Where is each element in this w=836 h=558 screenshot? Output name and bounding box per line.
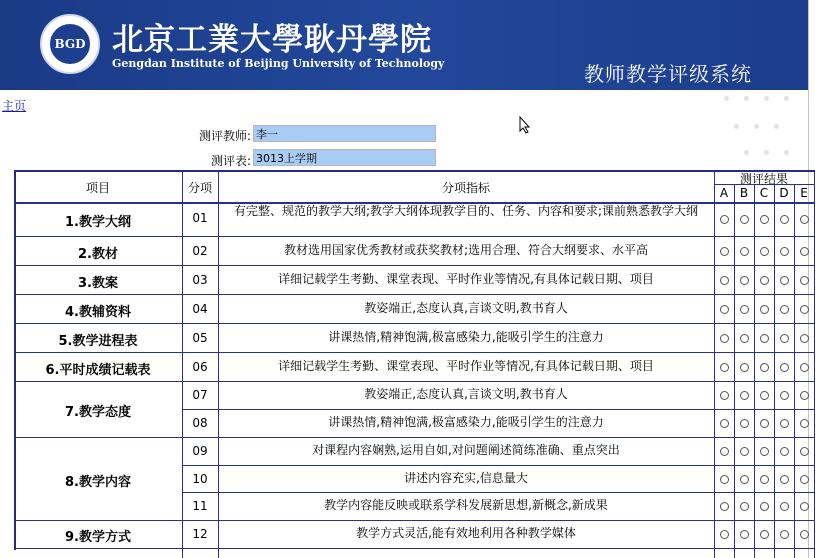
grade-radio-e[interactable] (800, 334, 809, 343)
grade-radio-a[interactable] (720, 447, 729, 456)
evaluation-table (14, 170, 814, 558)
grade-radio-e[interactable] (800, 305, 809, 314)
grade-radio-d[interactable] (780, 475, 789, 484)
grade-radio-e[interactable] (800, 419, 809, 428)
item-code: 12 (192, 527, 208, 541)
grade-radio-b[interactable] (740, 419, 749, 428)
grade-column-divider (814, 170, 815, 558)
item-code: 01 (192, 211, 208, 225)
item-code: 10 (192, 471, 208, 486)
grade-radio-a[interactable] (720, 247, 729, 256)
home-link[interactable]: 主页 (2, 99, 27, 113)
category-label: 2.教材 (78, 246, 118, 262)
grade-radio-c[interactable] (760, 276, 769, 285)
grade-radio-e[interactable] (800, 447, 809, 456)
grade-radio-e[interactable] (800, 391, 809, 400)
column-divider (714, 170, 715, 558)
item-code: 06 (192, 359, 208, 374)
grade-radio-d[interactable] (780, 391, 789, 400)
grade-radio-d[interactable] (780, 247, 789, 256)
item-indicator: 详细记载学生考勤、课堂表现、平时作业等情况,有具体记载日期、项目 (278, 271, 654, 286)
school-logo (40, 14, 100, 74)
evaluation-table-input[interactable] (253, 149, 436, 166)
grade-radio-a[interactable] (720, 276, 729, 285)
item-indicator: 对课程内容娴熟,运用自如,对问题阐述简练准确、重点突出 (312, 443, 620, 457)
grade-radio-d[interactable] (780, 276, 789, 285)
grade-radio-d[interactable] (780, 305, 789, 314)
logo-text: BGD (54, 37, 86, 51)
grade-radio-e[interactable] (800, 215, 809, 224)
grade-radio-b[interactable] (740, 475, 749, 484)
grade-radio-a[interactable] (720, 502, 729, 511)
item-indicator: 教姿端正,态度认真,言谈文明,教书育人 (364, 300, 568, 315)
item-code: 07 (192, 388, 208, 402)
grade-radio-e[interactable] (800, 363, 809, 372)
grade-radio-d[interactable] (780, 419, 789, 428)
item-code: 08 (192, 416, 208, 430)
header-item: 项目 (85, 181, 110, 195)
grade-radio-b[interactable] (740, 276, 749, 285)
grade-radio-c[interactable] (760, 419, 769, 428)
item-code: 09 (192, 444, 208, 458)
grade-radio-d[interactable] (780, 363, 789, 372)
grade-radio-a[interactable] (720, 305, 729, 314)
category-label: 7.教学态度 (65, 405, 131, 420)
grade-radio-a[interactable] (720, 530, 729, 539)
header-indicator: 分项指标 (441, 181, 490, 195)
grade-radio-d[interactable] (780, 530, 789, 539)
teacher-label: 测评教师: (198, 129, 251, 143)
grade-radio-e[interactable] (800, 276, 809, 285)
category-label: 1.教学大纲 (65, 215, 131, 230)
item-code: 03 (192, 272, 208, 287)
grade-column-divider (734, 184, 735, 558)
grade-radio-c[interactable] (760, 215, 769, 224)
system-title: 教师教学评级系统 (584, 62, 752, 86)
grade-header-b: B (739, 186, 749, 200)
grade-radio-d[interactable] (780, 215, 789, 224)
column-divider (218, 170, 219, 558)
header-code: 分项 (187, 181, 212, 195)
item-indicator: 教学内容能反映或联系学科发展新思想,新概念,新成果 (324, 498, 608, 512)
item-indicator: 讲述内容充实,信息量大 (404, 470, 528, 485)
grade-radio-b[interactable] (740, 363, 749, 372)
grade-header-c: C (759, 186, 769, 200)
grade-column-divider (774, 184, 775, 558)
item-indicator: 教材选用国家优秀教材或获奖教材;选用合理、符合大纲要求、水平高 (283, 242, 649, 257)
item-indicator: 教学方式灵活,能有效地利用各种教学媒体 (356, 526, 576, 540)
grade-radio-e[interactable] (800, 247, 809, 256)
item-indicator: 详细记载学生考勤、课堂表现、平时作业等情况,有具体记载日期、项目 (278, 358, 654, 373)
category-label: 9.教学方式 (65, 530, 131, 545)
grade-radio-e[interactable] (800, 475, 809, 484)
grade-radio-b[interactable] (740, 447, 749, 456)
item-code: 05 (192, 330, 208, 345)
school-name-chinese: 北京工業大學耿丹學院 (112, 22, 432, 58)
grade-radio-b[interactable] (740, 215, 749, 224)
grade-radio-c[interactable] (760, 305, 769, 314)
header-result: 测评结果 (739, 172, 788, 186)
grade-radio-a[interactable] (720, 363, 729, 372)
school-seal (48, 22, 92, 66)
grade-radio-b[interactable] (740, 334, 749, 343)
category-label: 5.教学进程表 (58, 333, 138, 349)
item-indicator: 有完整、规范的教学大纲;教学大纲体现教学目的、任务、内容和要求;课前熟悉教学大纲 (233, 204, 699, 218)
grade-radio-a[interactable] (720, 334, 729, 343)
grade-radio-b[interactable] (740, 247, 749, 256)
category-label: 3.教案 (78, 275, 118, 291)
grade-header-d: D (779, 186, 789, 200)
category-label: 4.教辅资料 (65, 304, 131, 320)
grade-radio-c[interactable] (760, 475, 769, 484)
header-banner (0, 0, 808, 90)
grade-radio-c[interactable] (760, 502, 769, 511)
item-code: 02 (192, 243, 208, 258)
grade-column-divider (754, 184, 755, 558)
teacher-input[interactable] (253, 125, 436, 142)
grade-radio-b[interactable] (740, 530, 749, 539)
grade-radio-a[interactable] (720, 391, 729, 400)
category-label: 8.教学内容 (65, 474, 131, 490)
grade-header-e: E (800, 186, 808, 200)
grade-radio-d[interactable] (780, 447, 789, 456)
grade-radio-c[interactable] (760, 334, 769, 343)
grade-radio-a[interactable] (720, 215, 729, 224)
grade-radio-c[interactable] (760, 391, 769, 400)
grade-radio-b[interactable] (740, 391, 749, 400)
category-label: 6.平时成绩记载表 (45, 362, 151, 378)
grade-radio-d[interactable] (780, 334, 789, 343)
item-code: 11 (192, 499, 208, 513)
item-indicator: 讲课热情,精神饱满,极富感染力,能吸引学生的注意力 (328, 415, 604, 429)
category-row-line (14, 236, 814, 237)
item-code: 04 (192, 301, 208, 316)
grade-radio-b[interactable] (740, 305, 749, 314)
grade-radio-a[interactable] (720, 419, 729, 428)
grade-radio-c[interactable] (760, 363, 769, 372)
grade-column-divider (794, 184, 795, 558)
grade-radio-c[interactable] (760, 447, 769, 456)
grade-radio-b[interactable] (740, 502, 749, 511)
decorative-dots (722, 92, 802, 162)
evaluation-table-label: 测评表: (210, 154, 251, 168)
grade-radio-e[interactable] (800, 502, 809, 511)
item-indicator: 讲课热情,精神饱满,极富感染力,能吸引学生的注意力 (328, 329, 604, 344)
grade-radio-c[interactable] (760, 247, 769, 256)
grade-header-a: A (719, 186, 729, 200)
grade-radio-d[interactable] (780, 502, 789, 511)
school-name-english: Gengdan Institute of Beijing University of Technology (112, 57, 445, 70)
grade-radio-a[interactable] (720, 475, 729, 484)
item-indicator: 教姿端正,态度认真,言谈文明,教书育人 (364, 387, 568, 401)
grade-radio-e[interactable] (800, 530, 809, 539)
grade-radio-c[interactable] (760, 530, 769, 539)
